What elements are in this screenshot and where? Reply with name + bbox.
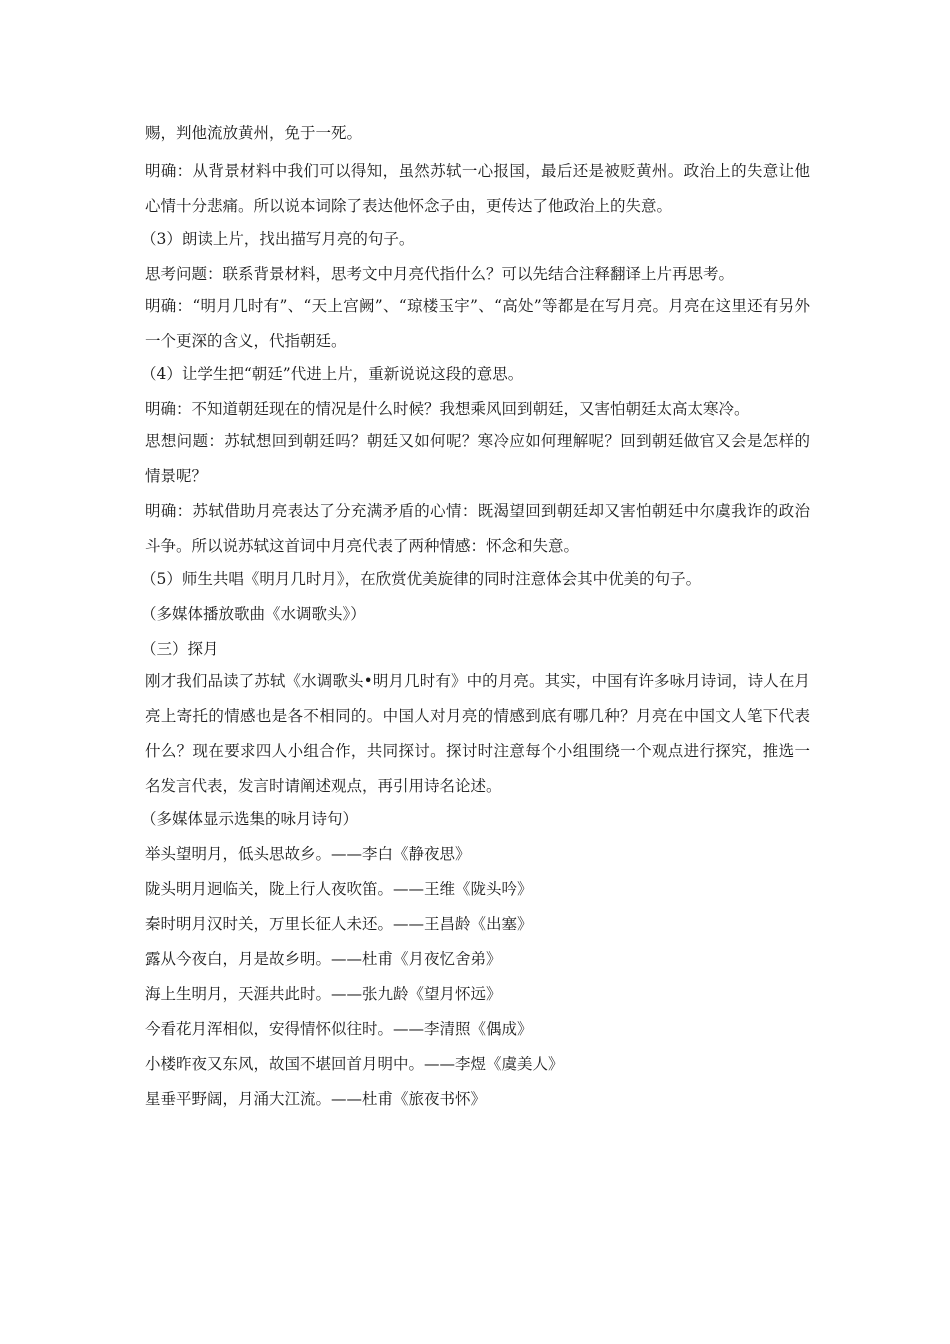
paragraph-step: （3）朗读上片，找出描写月亮的句子。 <box>141 230 415 248</box>
poem-line: 露从今夜白，月是故乡明。——杜甫《月夜忆舍弟》 <box>145 950 502 968</box>
section-heading: （三）探月 <box>141 640 219 658</box>
paragraph-note: （多媒体显示选集的咏月诗句） <box>141 810 359 828</box>
paragraph-step: （4）让学生把“朝廷”代进上片，重新说说这段的意思。 <box>141 365 524 383</box>
paragraph-question: 思想问题：苏轼想回到朝廷吗？朝廷又如何呢？寒冷应如何理解呢？回到朝廷做官又会是怎样的情景呢？ <box>145 432 810 485</box>
poem-line: 小楼昨夜又东风，故国不堪回首月明中。——李煜《虞美人》 <box>145 1055 564 1073</box>
poem-line: 举头望明月，低头思故乡。——李白《静夜思》 <box>145 845 471 863</box>
poem-line: 海上生明月，天涯共此时。——张九龄《望月怀远》 <box>145 985 502 1003</box>
poem-line: 今看花月浑相似，安得情怀似往时。——李清照《偶成》 <box>145 1020 533 1038</box>
paragraph-note: （多媒体播放歌曲《水调歌头》） <box>141 605 366 623</box>
paragraph-answer: 明确：“明月几时有”、“天上宫阙”、“琼楼玉宇”、“高处”等都是在写月亮。月亮在这里还有另外一个更深的含义，代指朝廷。 <box>145 297 810 350</box>
paragraph-question: 思考问题：联系背景材料，思考文中月亮代指什么？可以先结合注释翻译上片再思考。 <box>145 265 735 283</box>
paragraph-body: 刚才我们品读了苏轼《水调歌头•明月几时有》中的月亮。其实，中国有许多咏月诗词，诗人在月亮上寄托的情感也是各不相同的。中国人对月亮的情感到底有哪几种？月亮在中国文人笔下代表什么？现在要求四人小组合作，共同探讨。探讨时注意每个小组围绕一个观点进行探究，推选一名发言代表，发言时请阐述观点，再引用诗名论述。 <box>145 672 810 795</box>
document-page <box>141 122 810 1110</box>
paragraph-answer: 明确：苏轼借助月亮表达了分充满矛盾的心情：既渴望回到朝廷却又害怕朝廷中尔虞我诈的政治斗争。所以说苏轼这首词中月亮代表了两种情感：怀念和失意。 <box>145 502 810 555</box>
paragraph-step: （5）师生共唱《明月几时月》，在欣赏优美旋律的同时注意体会其中优美的句子。 <box>141 570 702 588</box>
paragraph-answer: 明确：从背景材料中我们可以得知，虽然苏轼一心报国，最后还是被贬黄州。政治上的失意让他心情十分悲痛。所以说本词除了表达他怀念子由，更传达了他政治上的失意。 <box>145 162 810 215</box>
poem-line: 陇头明月迥临关，陇上行人夜吹笛。——王维《陇头吟》 <box>145 880 533 898</box>
paragraph-continuation: 赐，判他流放黄州，免于一死。 <box>145 124 363 142</box>
poem-line: 秦时明月汉时关，万里长征人未还。——王昌龄《出塞》 <box>145 915 533 933</box>
poem-line: 星垂平野阔，月涌大江流。——杜甫《旅夜书怀》 <box>145 1090 487 1108</box>
paragraph-answer: 明确：不知道朝廷现在的情况是什么时候？我想乘风回到朝廷，又害怕朝廷太高太寒冷。 <box>145 400 750 418</box>
poem-list <box>145 843 810 1110</box>
